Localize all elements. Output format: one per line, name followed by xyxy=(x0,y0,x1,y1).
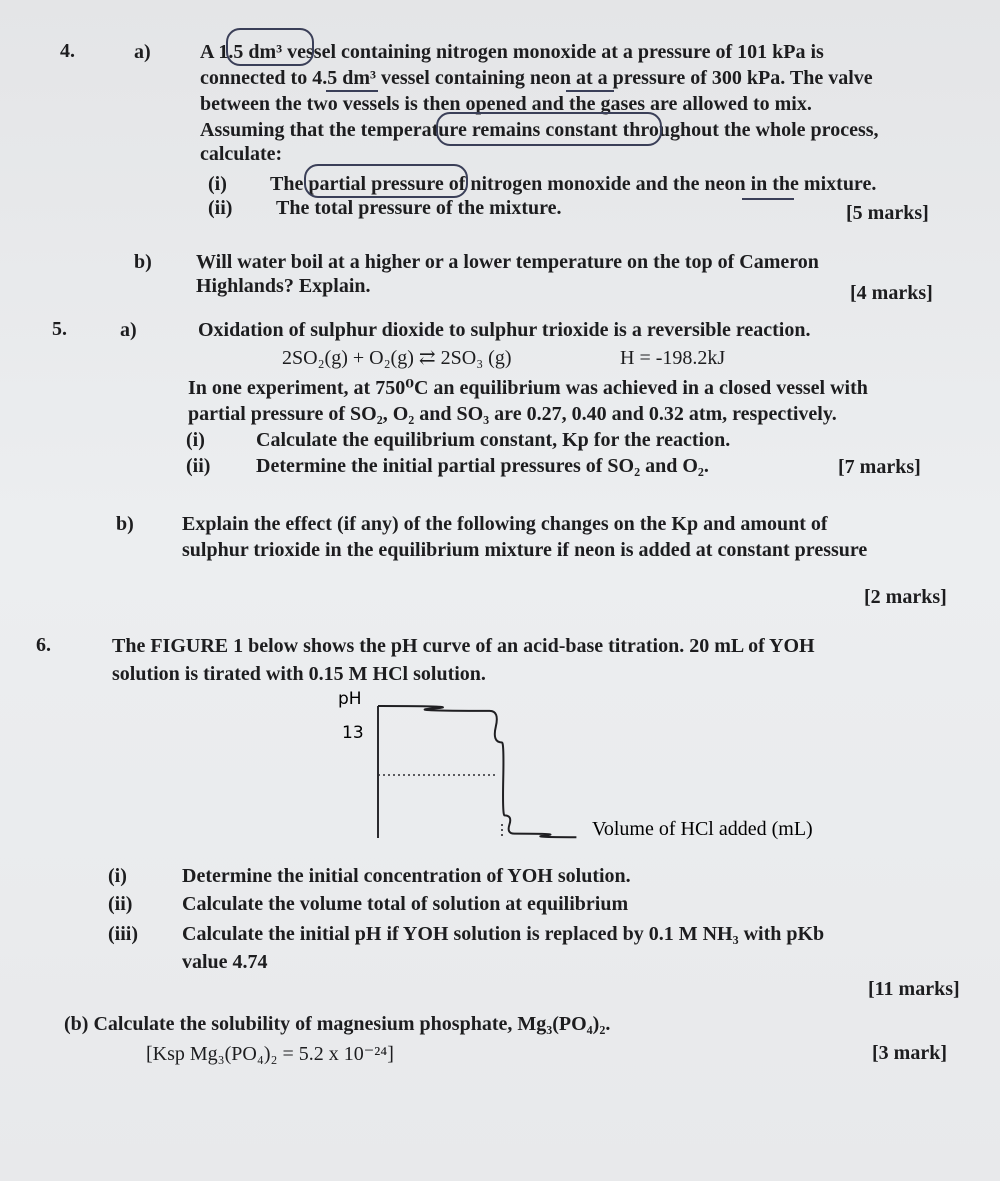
q5b-line-2: sulphur trioxide in the equilibrium mixture if neon is added at constant pressure xyxy=(182,539,868,561)
q4a-i-text: The partial pressure of nitrogen monoxide and the neon in the mixture. xyxy=(270,173,877,195)
q4-number: 4. xyxy=(60,40,75,62)
q6a-ii-text: Calculate the volume total of solution at equilibrium xyxy=(182,893,629,915)
q4b-line-1: Will water boil at a higher or a lower temperature on the top of Cameron xyxy=(196,251,819,273)
q6-intro-line-1: The FIGURE 1 below shows the pH curve of an acid-base titration. 20 mL of YOH xyxy=(112,635,815,657)
q4a-line-1: A 1.5 dm³ vessel containing nitrogen monoxide at a pressure of 101 kPa is xyxy=(200,41,824,63)
y-tick-13: 13 xyxy=(342,723,364,743)
q6a-iii-label: (iii) xyxy=(108,923,138,945)
q6a-ii-label: (ii) xyxy=(108,893,133,915)
q5a-label: a) xyxy=(120,319,137,341)
pen-underline-annotation xyxy=(326,90,378,92)
q5a-intro: Oxidation of sulphur dioxide to sulphur trioxide is a reversible reaction. xyxy=(198,319,811,341)
ph-titration-chart xyxy=(330,688,850,848)
q6b-ksp: [Ksp Mg₃(PO₄)₂ = 5.2 x 10⁻²⁴] xyxy=(146,1043,394,1065)
q5-number: 5. xyxy=(52,318,67,340)
q6b-marks: [3 mark] xyxy=(872,1042,947,1064)
q5a-line-1: In one experiment, at 750⁰C an equilibrium was achieved in a closed vessel with xyxy=(188,377,868,399)
q4a-marks: [5 marks] xyxy=(846,202,929,224)
q6a-i-text: Determine the initial concentration of YOH solution. xyxy=(182,865,631,887)
q6b-text: (b) Calculate the solubility of magnesium phosphate, Mg₃(PO₄)₂. xyxy=(64,1013,611,1035)
q4b-label: b) xyxy=(134,251,152,273)
q5a-equation: 2SO₂(g) + O₂(g) ⇄ 2SO₃ (g) xyxy=(282,347,512,369)
q6a-iii-text-2: value 4.74 xyxy=(182,951,268,973)
q5a-ii-label: (ii) xyxy=(186,455,211,477)
q4a-ii-text: The total pressure of the mixture. xyxy=(276,197,562,219)
q4a-line-5: calculate: xyxy=(200,143,283,165)
q4a-line-2: connected to 4.5 dm³ vessel containing neon at a pressure of 300 kPa. The valve xyxy=(200,67,873,89)
y-axis-label: pH xyxy=(338,689,362,709)
q5a-i-label: (i) xyxy=(186,429,205,451)
x-axis-label: Volume of HCl added (mL) xyxy=(592,818,813,840)
q4a-line-3: between the two vessels is then opened and the gases are allowed to mix. xyxy=(200,93,812,115)
titration-curve xyxy=(378,706,576,837)
q5b-marks: [2 marks] xyxy=(864,586,947,608)
q4a-label: a) xyxy=(134,41,151,63)
q4a-ii-label: (ii) xyxy=(208,197,233,219)
q4a-i-label: (i) xyxy=(208,173,227,195)
q5a-ii-text: Determine the initial partial pressures of SO₂ and O₂. xyxy=(256,455,709,477)
q6a-i-label: (i) xyxy=(108,865,127,887)
q4a-line-4: Assuming that the temperature remains constant throughout the whole process, xyxy=(200,119,879,141)
q5a-enthalpy: H = -198.2kJ xyxy=(620,347,726,369)
q5a-line-2: partial pressure of SO₂, O₂ and SO₃ are 0.27, 0.40 and 0.32 atm, respectively. xyxy=(188,403,837,425)
q5a-marks: [7 marks] xyxy=(838,456,921,478)
q4b-line-2: Highlands? Explain. xyxy=(196,275,371,297)
pen-underline-annotation xyxy=(566,90,614,92)
q6a-marks: [11 marks] xyxy=(868,978,960,1000)
q6a-iii-text: Calculate the initial pH if YOH solution is replaced by 0.1 M NH₃ with pKb xyxy=(182,923,825,945)
q6-number: 6. xyxy=(36,634,51,656)
q5b-label: b) xyxy=(116,513,134,535)
q5b-line-1: Explain the effect (if any) of the following changes on the Kp and amount of xyxy=(182,513,828,535)
pen-underline-annotation xyxy=(742,198,794,200)
q5a-i-text: Calculate the equilibrium constant, Kp for the reaction. xyxy=(256,429,731,451)
q4b-marks: [4 marks] xyxy=(850,282,933,304)
q6-intro-line-2: solution is tirated with 0.15 M HCl solution. xyxy=(112,663,486,685)
